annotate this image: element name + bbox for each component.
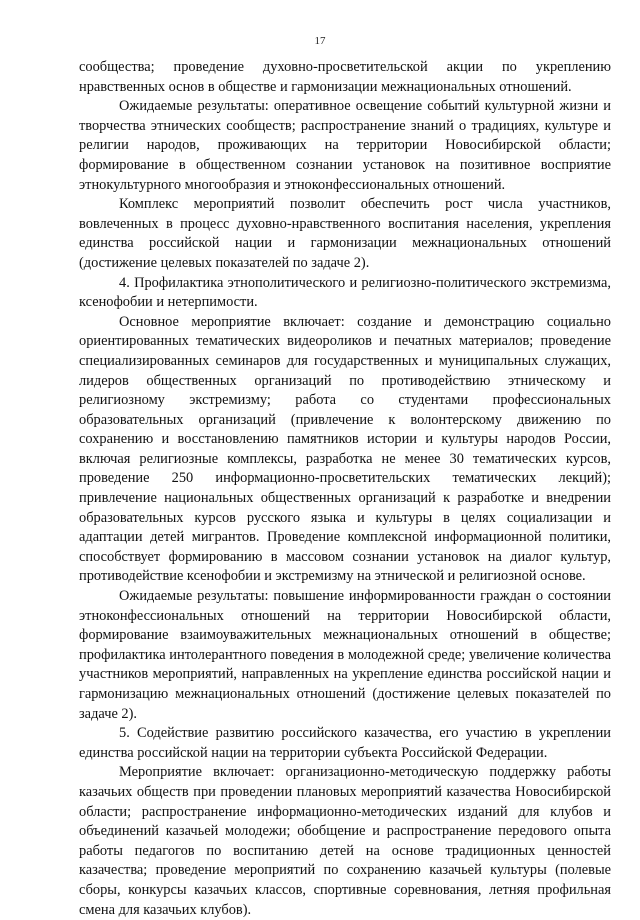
- paragraph-main-activity: Основное мероприятие включает: создание и демонстрацию социально ориентированных тематических видеороликов и печатных материалов; проведение специализированных семинаров для государственных и муниципальных служащих, лидеров общественных организаций по противодействию этническому и религиозному экстремизму; работа со студентами профессиональных образовательных организаций (привлечение к волонтерскому движению по сохранению и восстановлению памятников истории и культуры народов России, включая религиозные комплексы, разработка не менее 30 тематических курсов, проведение 250 информационно-просветительских тематических лекций); привлечение национальных общественных организаций к разработке и внедрении образовательных курсов русского языка и культуры в целях социализации и адаптации детей мигрантов. Проведение комплексной информационной политики, способствует формированию в массовом сознании установок на диалог культур, противодействие ксенофобии и экстремизму на этнической и религиозной основе.: [79, 313, 611, 585]
- page-number: 17: [314, 35, 326, 47]
- paragraph-expected-results-1: Ожидаемые результаты: оперативное освещение событий культурной жизни и творчества этнических сообществ; распространение знаний о традициях, культуре и религии народов, проживающих на территории Новосибирской области; формирование в общественном сознании установок на позитивное восприятие этнокультурного многообразия и этноконфессиональных отношений.: [79, 98, 611, 193]
- paragraph-complex-measures: Комплекс мероприятий позволит обеспечить рост числа участников, вовлеченных в процесс духовно-нравственного воспитания населения, укрепления единства российской нации и гармонизации межнациональных отношений (достижение целевых показателей по задаче 2).: [79, 196, 611, 271]
- section-heading-5: 5. Содействие развитию российского казачества, его участию в укреплении единства российской нации на территории субъекта Российской Федерации.: [79, 725, 611, 761]
- paragraph-cossack-activity: Мероприятие включает: организационно-методическую поддержку работы казачьих обществ при проведении плановых мероприятий казачества Новосибирской области; распространение информационно-методических изданий для клубов и объединений казачьей молодежи; обобщение и распространение передового опыта работы педагогов по воспитанию детей на основе традиционных ценностей казачества; проведение мероприятий по сохранению казачьей культуры (полевые сборы, конкурсы казачьих классов, спортивные соревнования, летняя профильная смена для казачьих клубов).: [79, 764, 611, 918]
- paragraph-continuation: сообщества; проведение духовно-просветительской акции по укреплению нравственных основ в обществе и гармонизации межнациональных отношений.: [79, 59, 611, 95]
- paragraph-expected-results-2: Ожидаемые результаты: повышение информированности граждан о состоянии этноконфессиональных отношений на территории Новосибирской области, формирование взаимоуважительных межнациональных отношений в обществе; профилактика интолерантного поведения в молодежной среде; увеличение количества участников мероприятий, направленных на укрепление единства российской нации и гармонизацию межнациональных отношений (достижение целевых показателей по задаче 2).: [79, 588, 611, 722]
- page-body: [79, 58, 611, 920]
- section-heading-4: 4. Профилактика этнополитического и религиозно-политического экстремизма, ксенофобии и нетерпимости.: [79, 274, 611, 311]
